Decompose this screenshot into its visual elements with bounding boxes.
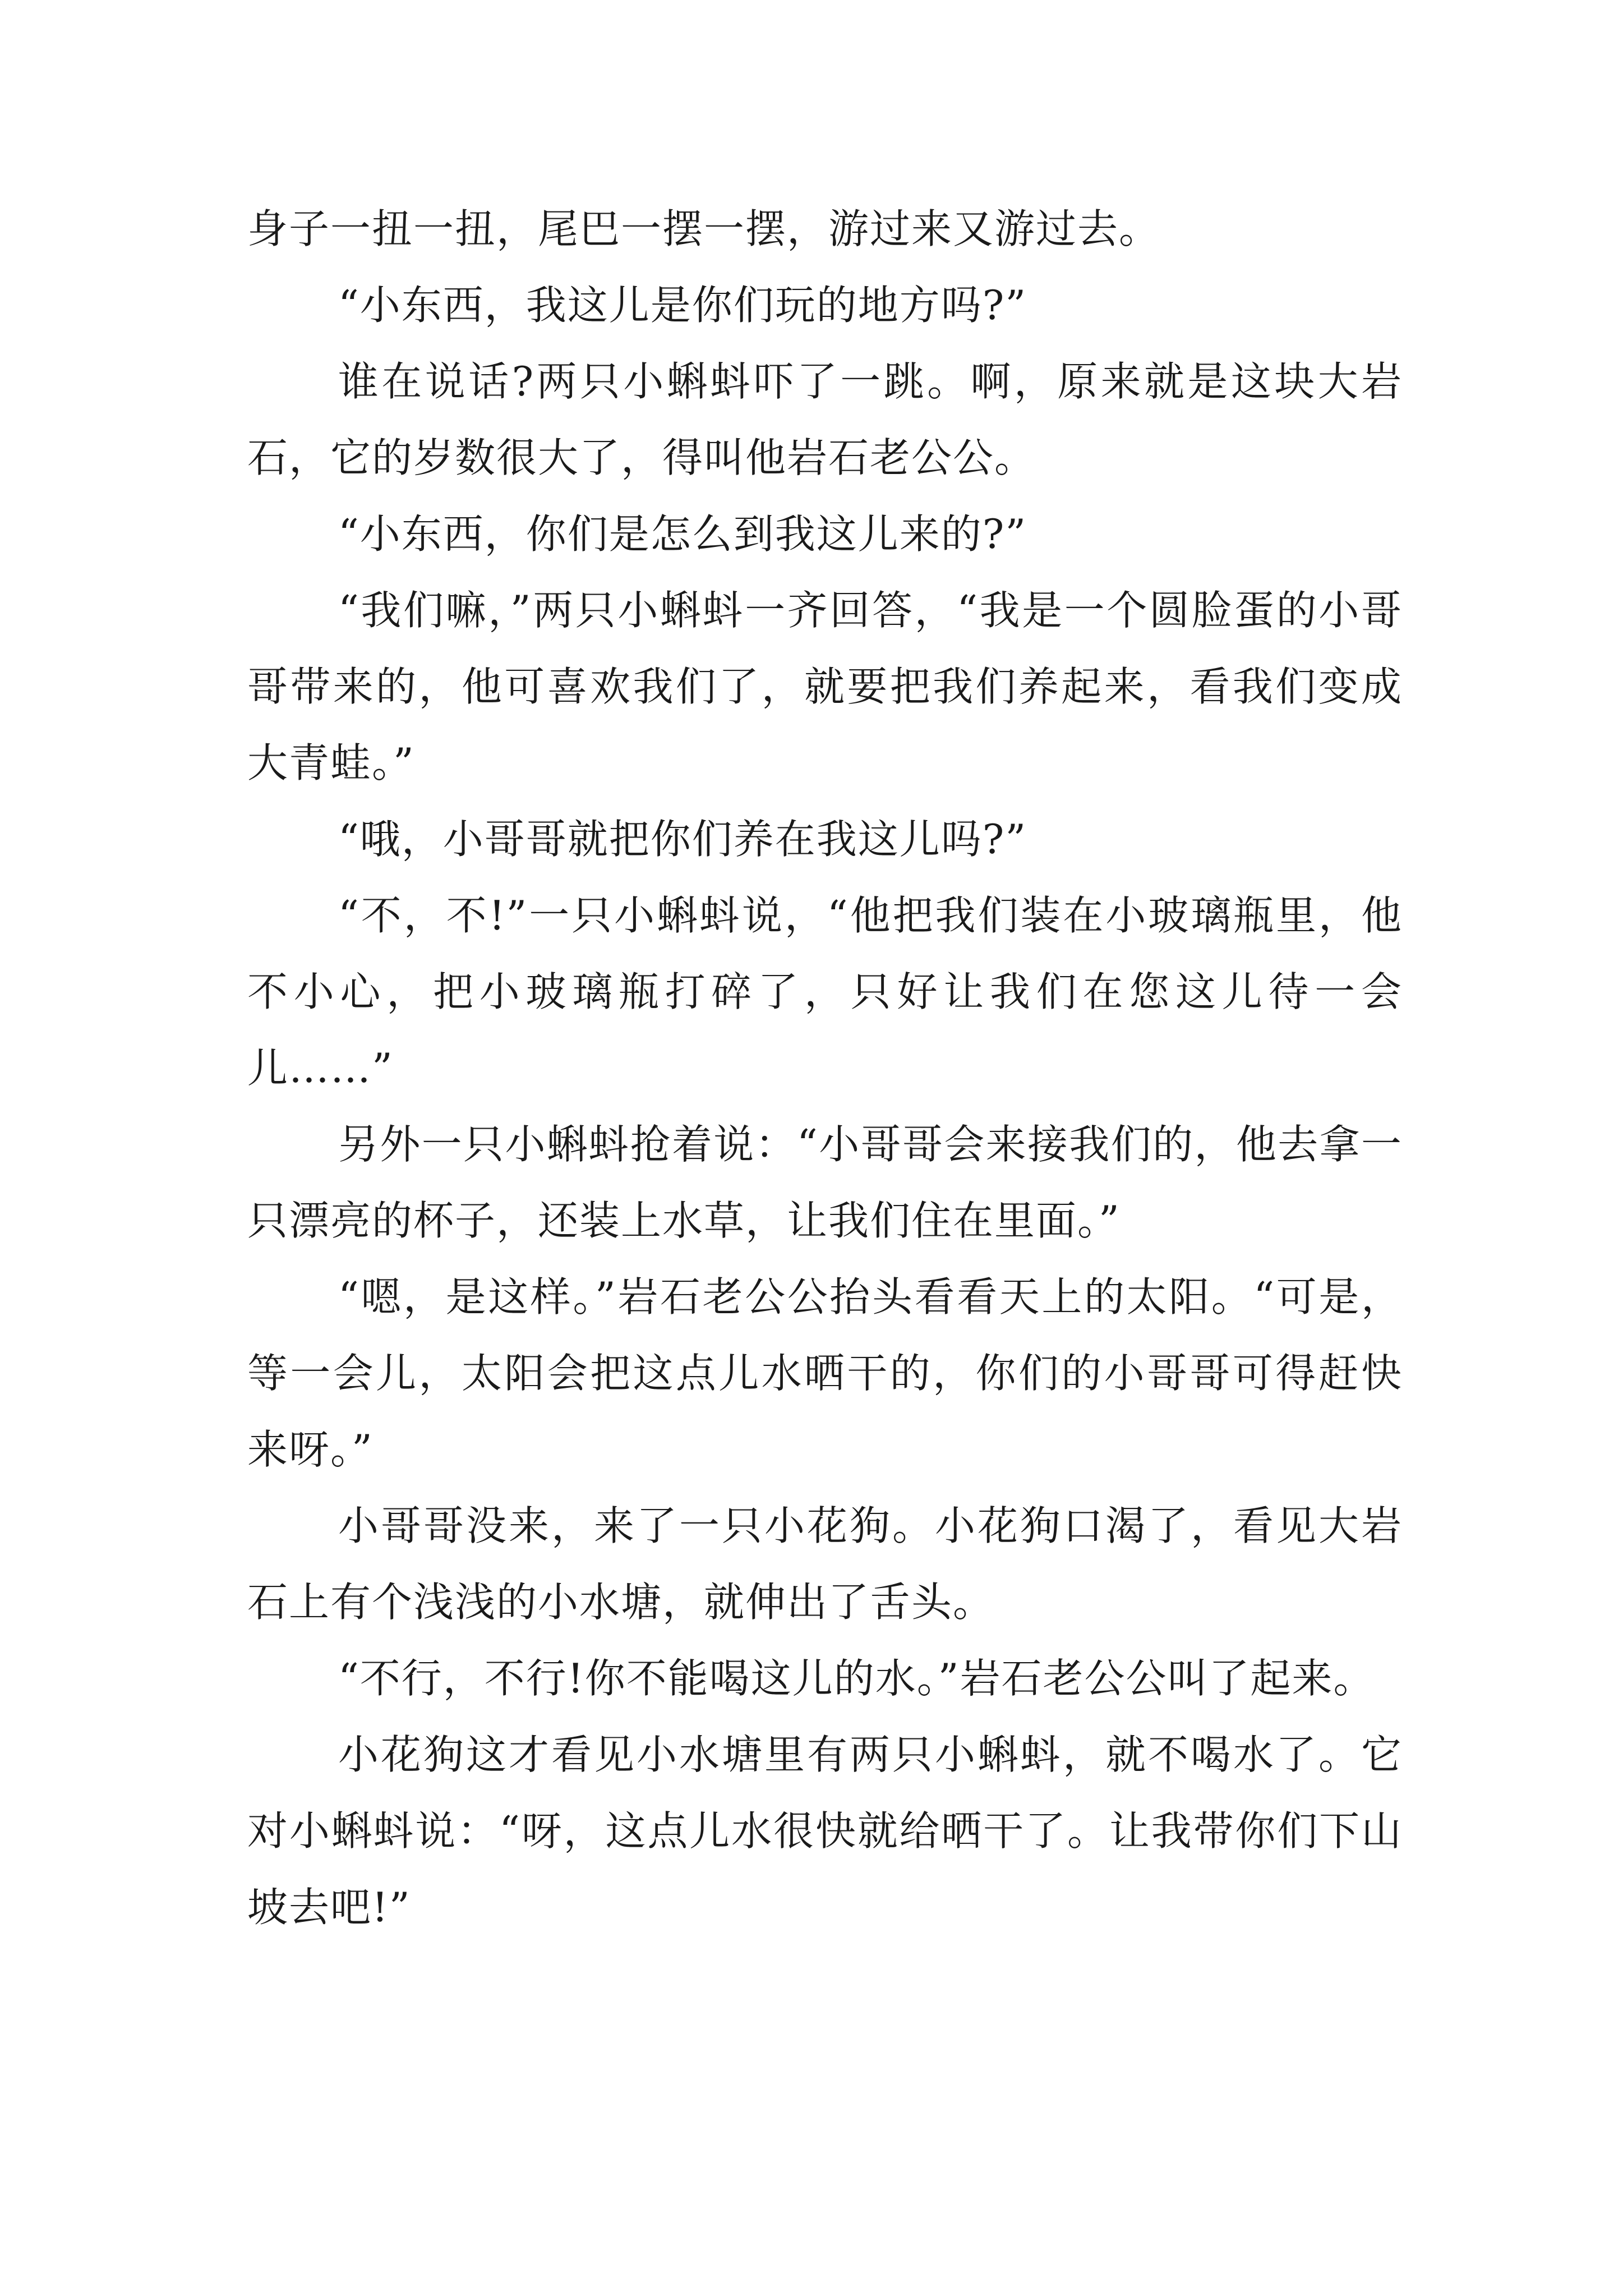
paragraph: 谁在说话?两只小蝌蚪吓了一跳。啊，原来就是这块大岩石，它的岁数很大了，得叫他岩石老公公。	[247, 358, 1403, 481]
paragraph: “小东西，你们是怎么到我这儿来的?”	[338, 510, 1027, 558]
paragraph: “不行，不行!你不能喝这儿的水。”岩石老公公叫了起来。	[338, 1655, 1375, 1702]
paragraph: 身子一扭一扭，尾巴一摆一摆，游过来又游过去。	[247, 205, 1161, 252]
story-text	[247, 191, 1403, 1945]
paragraph: “小东西，我这儿是你们玩的地方吗?”	[338, 282, 1027, 329]
paragraph: 小哥哥没来，来了一只小花狗。小花狗口渴了，看见大岩石上有个浅浅的小水塘，就伸出了舌头。	[247, 1502, 1403, 1626]
paragraph: 小花狗这才看见小水塘里有两只小蝌蚪，就不喝水了。它对小蝌蚪说：“呀，这点儿水很快就给晒干了。让我带你们下山坡去吧!”	[247, 1731, 1403, 1931]
paragraph: “我们嘛，”两只小蝌蚪一齐回答，“我是一个圆脸蛋的小哥哥带来的，他可喜欢我们了，就要把我们养起来，看我们变成大青蛙。”	[247, 587, 1403, 786]
paragraph: “嗯，是这样。”岩石老公公抬头看看天上的太阳。“可是，等一会儿，太阳会把这点儿水晒干的，你们的小哥哥可得赶快来呀。”	[247, 1273, 1403, 1473]
paragraph: 另外一只小蝌蚪抢着说：“小哥哥会来接我们的，他去拿一只漂亮的杯子，还装上水草，让我们住在里面。”	[247, 1121, 1403, 1244]
paragraph: “哦，小哥哥就把你们养在我这儿吗?”	[338, 816, 1027, 863]
paragraph: “不，不!”一只小蝌蚪说，“他把我们装在小玻璃瓶里，他不小心，把小玻璃瓶打碎了，只好让我们在您这儿待一会儿……”	[247, 892, 1403, 1092]
